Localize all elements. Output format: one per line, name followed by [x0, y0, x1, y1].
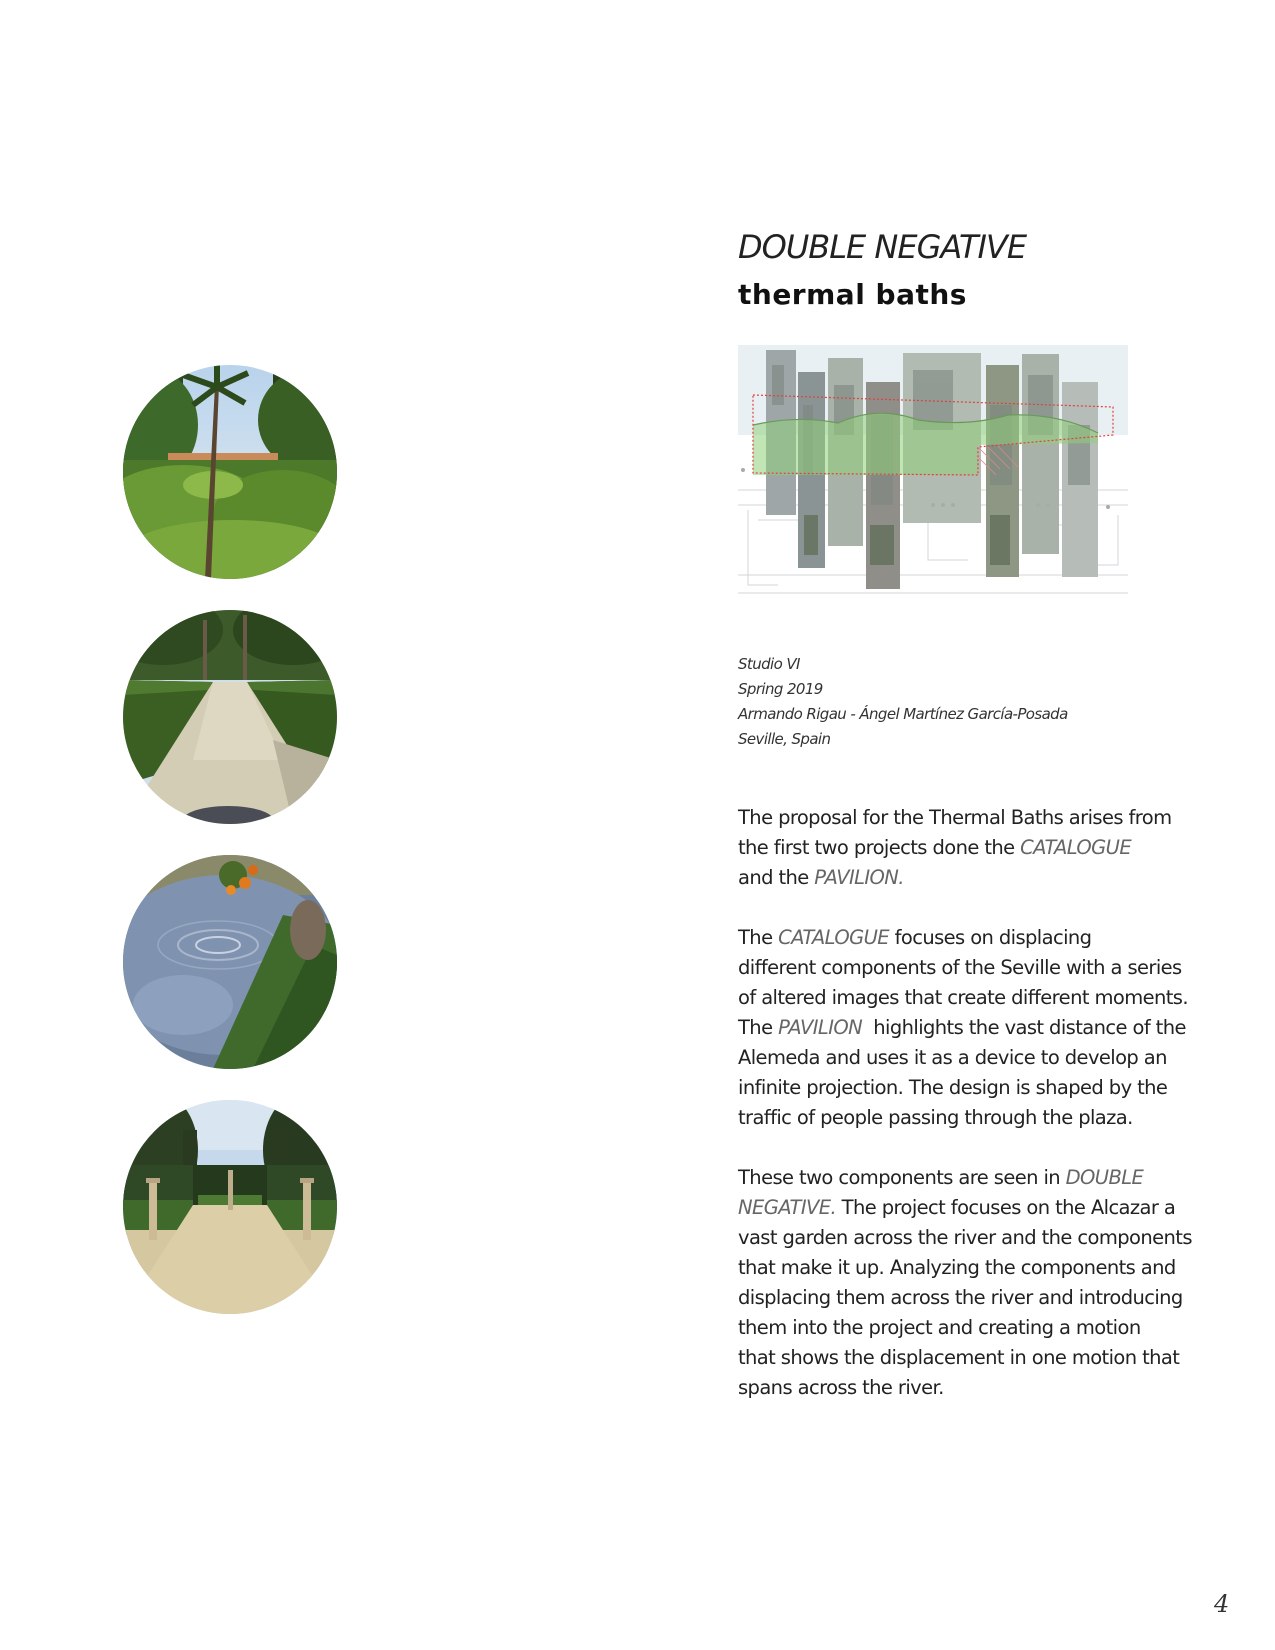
catalogue-emphasis: CATALOGUE	[778, 926, 889, 949]
project-subtitle: thermal baths	[738, 278, 967, 311]
text-line: infinite projection. The design is shaped by the	[738, 1076, 1168, 1099]
text-line: that shows the displacement in one motion that	[738, 1346, 1180, 1369]
text-line: vast garden across the river and the components	[738, 1226, 1192, 1249]
double-negative-emphasis: DOUBLE	[1065, 1166, 1144, 1189]
site-plan-collage	[738, 345, 1128, 600]
term-label: Spring 2019	[738, 680, 823, 698]
text-line: of altered images that create different moments.	[738, 986, 1188, 1009]
text-line: different components of the Seville with a series	[738, 956, 1182, 979]
project-info	[738, 652, 1068, 752]
garden-photo-palm-garden	[123, 365, 337, 579]
pavilion-emphasis: PAVILION.	[814, 866, 904, 889]
garden-photo-fountain-pond	[123, 855, 337, 1069]
garden-photo-columns-courtyard	[123, 1100, 337, 1314]
page-number: 4	[1214, 1590, 1230, 1618]
studio-label: Studio VI	[738, 655, 800, 673]
instructors-label: Armando Rigau - Ángel Martínez García-Posada	[738, 705, 1068, 723]
text-line: displacing them across the river and introducing	[738, 1286, 1183, 1309]
text-line: spans across the river.	[738, 1376, 944, 1399]
project-title: DOUBLE NEGATIVE	[738, 228, 1027, 266]
text-line: NEGATIVE. The project focuses on the Alcazar a	[738, 1196, 1176, 1219]
text-line: traffic of people passing through the plaza.	[738, 1106, 1133, 1129]
text-line: The CATALOGUE focuses on displacing	[738, 926, 1092, 949]
text-line: them into the project and creating a motion	[738, 1316, 1141, 1339]
text-line: The proposal for the Thermal Baths arises from	[738, 806, 1172, 829]
project-description	[738, 803, 1192, 1403]
location-label: Seville, Spain	[738, 730, 831, 748]
text-line: These two components are seen in DOUBLE	[738, 1166, 1144, 1189]
text-line: and the PAVILION.	[738, 866, 904, 889]
garden-photo-hedge-path	[123, 610, 337, 824]
catalogue-emphasis: CATALOGUE	[1020, 836, 1132, 859]
text-line: that make it up. Analyzing the components and	[738, 1256, 1176, 1279]
double-negative-emphasis: NEGATIVE.	[738, 1196, 837, 1219]
text-line: Alemeda and uses it as a device to develop an	[738, 1046, 1167, 1069]
text-line: the first two projects done the CATALOGUE	[738, 836, 1132, 859]
pavilion-emphasis: PAVILION	[778, 1016, 863, 1039]
text-line: The PAVILION highlights the vast distance of the	[738, 1016, 1186, 1039]
